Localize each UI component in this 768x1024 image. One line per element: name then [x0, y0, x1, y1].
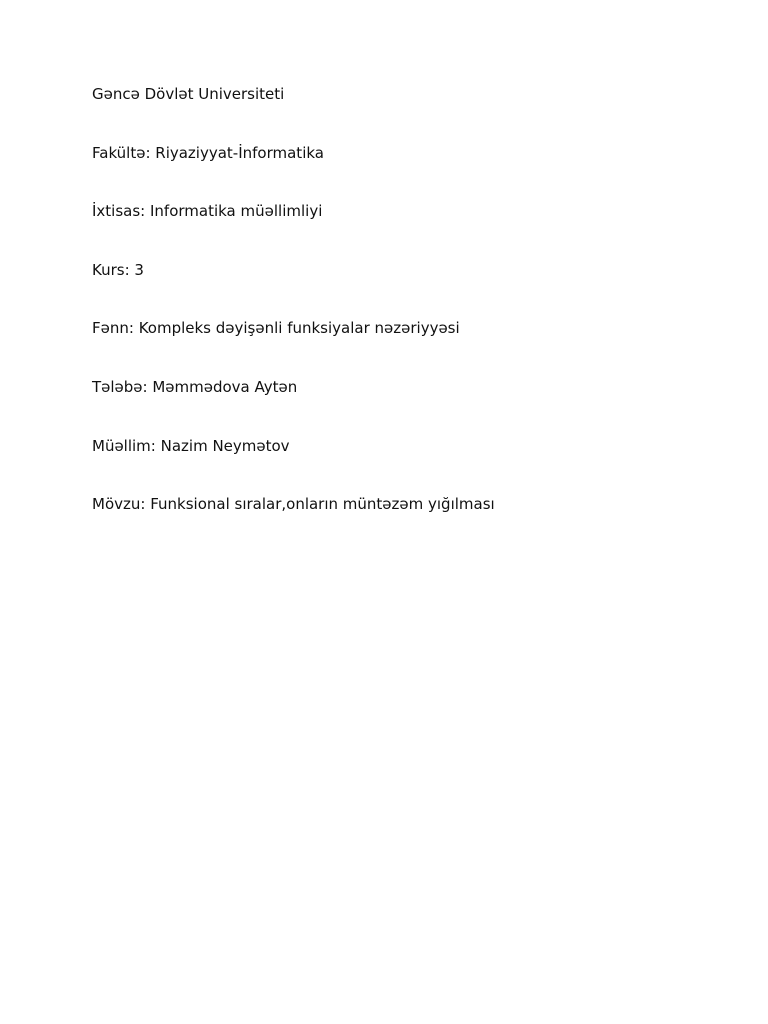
teacher-line: Müəllim: Nazim Neymətov	[92, 436, 290, 455]
university-line: Gəncə Dövlət Universiteti	[92, 85, 285, 103]
subject-line: Fənn: Kompleks dəyişənli funksiyalar nəzəriyyəsi	[92, 319, 460, 338]
faculty-line: Fakültə: Riyaziyyat-İnformatika	[92, 143, 324, 162]
specialty-line: İxtisas: Informatika müəllimliyi	[92, 202, 323, 221]
student-line: Tələbə: Məmmədova Aytən	[92, 377, 298, 396]
course-line: Kurs: 3	[92, 260, 144, 279]
topic-line: Mövzu: Funksional sıralar,onların müntəzəm yığılması	[92, 495, 495, 514]
document-body	[92, 84, 732, 553]
